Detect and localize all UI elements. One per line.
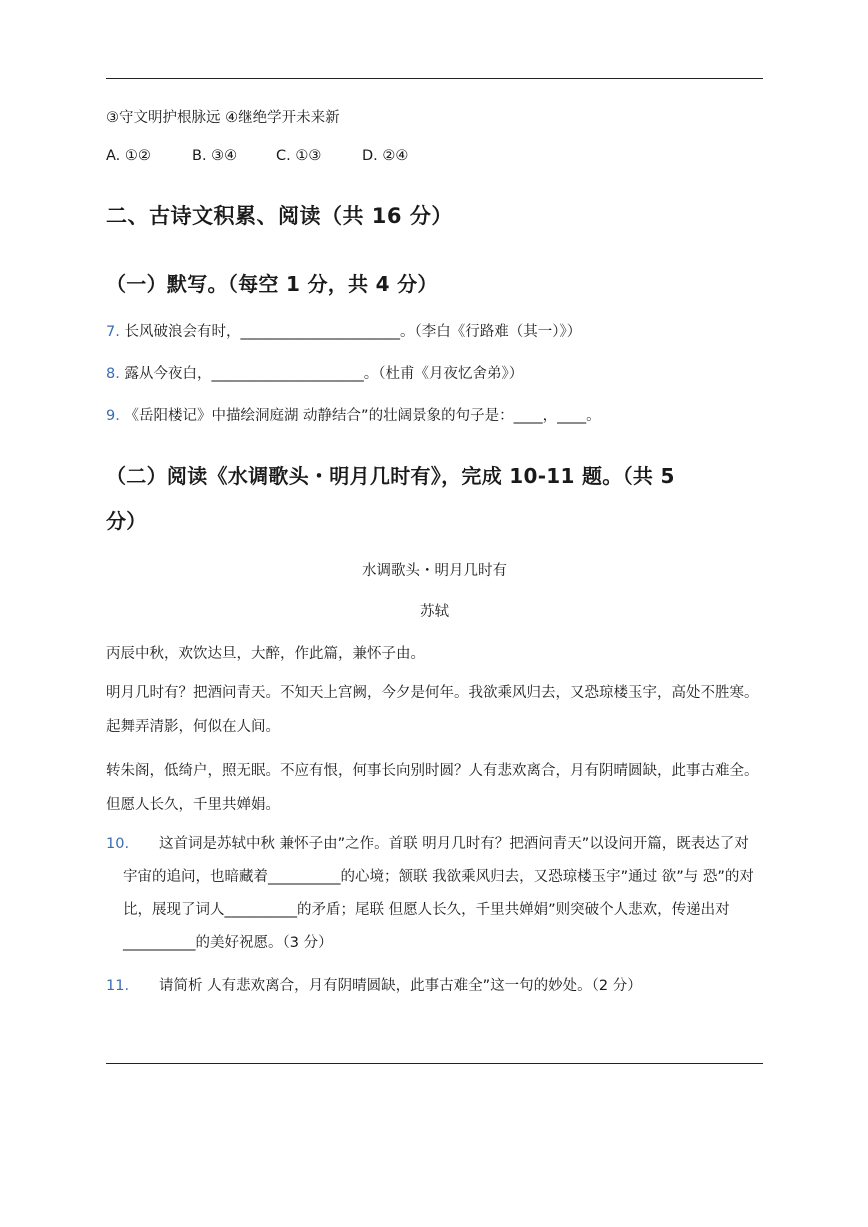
poem-author: 苏轼 [420, 604, 449, 620]
subsection-heading-2: （二）阅读《水调歌头・明月几时有》，完成 10-11 题。（共 5 [106, 464, 675, 488]
question-text: 长风破浪会有时，______________________。（李白《行路难（其一）》） [119, 324, 582, 340]
question-number: 10. [106, 836, 130, 852]
poem-stanza-1: 明月几时有？把酒问青天。不知天上宫阙，今夕是何年。我欲乘风归去，又恐琼楼玉宇，高处不胜寒。起舞弄清影，何似在人间。 [106, 685, 759, 735]
answer-choices [106, 146, 408, 166]
subsection-heading-1: （一）默写。（每空 1 分，共 4 分） [106, 272, 438, 296]
choice-b: B. ③④ [192, 148, 238, 164]
question-number: 11. [106, 978, 130, 994]
choice-a: A. ①② [106, 148, 151, 164]
question-11 [106, 976, 642, 996]
question-10 [106, 828, 763, 960]
question-text: 这首词是苏轼中秋 兼怀子由”之作。首联 明月几时有？把酒问青天”以设问开篇，既表达了对宇宙的追问，也暗藏着__________的心境；颔联 我欲乘风归去，又恐琼楼玉宇”通过 欲”与 恐”的对比，展现了词人__________的矛盾；尾联 但愿人长久，千里共婵娟”则突破个人悲欢，传递出对__________的美好祝愿。（3 分） [123, 836, 754, 951]
section-heading: 二、古诗文积累、阅读（共 16 分） [106, 204, 453, 228]
subsection-heading-2-cont: 分） [106, 509, 147, 533]
question-number: 8. [106, 366, 120, 382]
choice-c: C. ①③ [276, 148, 322, 164]
choice-d: D. ②④ [362, 148, 409, 164]
question-text: 请简析 人有悲欢离合，月有阴晴圆缺，此事古难全”这一句的妙处。（2 分） [159, 978, 642, 994]
poem-preface: 丙辰中秋，欢饮达旦，大醉，作此篇，兼怀子由。 [106, 646, 425, 662]
question-7 [106, 322, 581, 342]
poem-title: 水调歌头・明月几时有 [362, 563, 507, 579]
header-rule [106, 78, 763, 79]
question-text: 露从今夜白，_____________________。（杜甫《月夜忆舍弟》） [119, 366, 524, 382]
option-line: ③守文明护根脉远 ④继绝学开未来新 [106, 110, 340, 126]
footer-rule [106, 1063, 763, 1064]
poem-stanza-2: 转朱阁，低绮户，照无眠。不应有恨，何事长向别时圆？人有悲欢离合，月有阴晴圆缺，此事古难全。但愿人长久，千里共婵娟。 [106, 763, 759, 813]
question-text: 《岳阳楼记》中描绘洞庭湖 动静结合”的壮阔景象的句子是：____，____。 [119, 408, 601, 424]
question-number: 7. [106, 324, 120, 340]
question-number: 9. [106, 408, 120, 424]
question-9 [106, 406, 601, 426]
question-8 [106, 364, 523, 384]
